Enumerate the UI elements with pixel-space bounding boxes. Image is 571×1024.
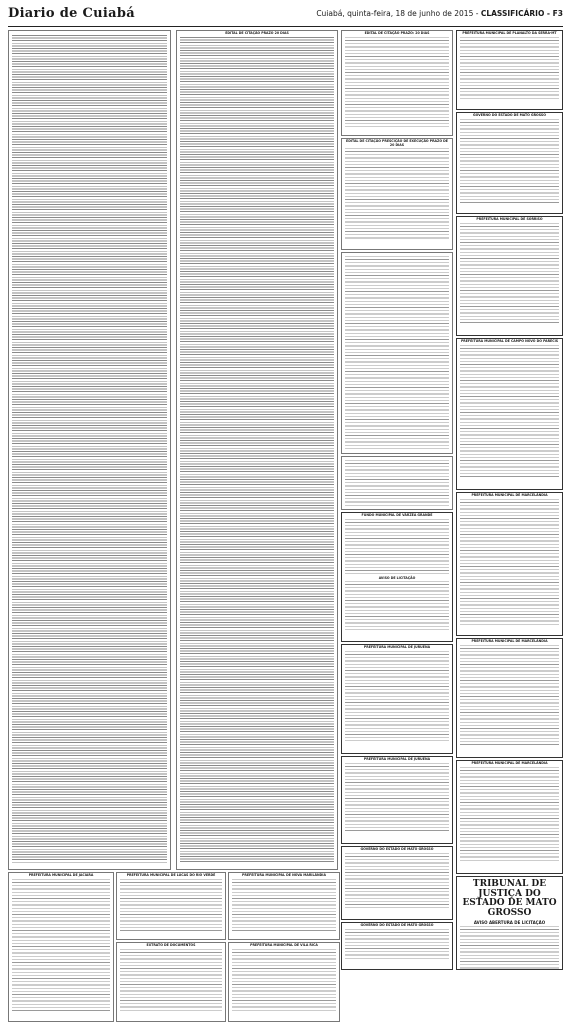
notice-body-text	[460, 645, 559, 747]
notice-col3-a	[341, 30, 453, 136]
notice-title: EDITAL DE CITAÇÃO PRAZO 20 DIAS	[225, 31, 289, 35]
header-date: Cuiabá, quinta-feira, 18 de junho de 2015 -	[316, 9, 481, 18]
notice-title: GOVERNO DO ESTADO DE MATO GROSSO	[360, 923, 434, 927]
notice-col4-tribunal	[456, 876, 563, 970]
notice-col4-e	[456, 492, 563, 636]
notice-body-text	[345, 256, 449, 450]
notice-long-judicial	[8, 30, 171, 870]
notice-body-text	[460, 37, 559, 99]
notice-col3-c	[341, 512, 453, 642]
notice-body-text	[345, 519, 449, 575]
notice-title: PREFEITURA MUNICIPAL DE JACIARA	[28, 873, 94, 877]
notice-edital-citacao	[176, 30, 338, 870]
notice-col4-g	[456, 760, 563, 874]
notice-body-text	[460, 223, 559, 325]
notice-body-text	[12, 879, 110, 1013]
notice-title: GOVERNO DO ESTADO DE MATO GROSSO	[473, 113, 546, 117]
notice-title: PREFEITURA MUNICIPAL DE VILA RICA	[250, 943, 318, 947]
notice-title: PREFEITURA MUNICIPAL DE JURUENA	[363, 757, 431, 761]
notice-body-text	[232, 879, 336, 931]
column-2	[176, 30, 338, 868]
notice-col3-small	[341, 456, 453, 510]
notice-title: PREFEITURA MUNICIPAL DE NOVA MARILÂNDIA	[242, 873, 326, 877]
notice-body-text	[12, 35, 167, 863]
notice-body-text	[232, 949, 336, 1013]
notice-title: PREFEITURA MUNICIPAL DE MARCELÂNDIA	[471, 639, 548, 643]
notice-col4-a	[456, 30, 563, 110]
notice-body-text	[460, 926, 559, 970]
notice-title: PREFEITURA MUNICIPAL DE PLANALTO DA SERRA-MT	[462, 31, 557, 35]
column-1	[8, 30, 171, 868]
notice-title: EDITAL DE CITAÇÃO PRESCIÇÃO DE EXECUÇÃO PRAZO DE 20 DIAS	[346, 139, 448, 147]
notice-body-text	[345, 651, 449, 741]
notice-body-text	[345, 853, 449, 909]
notice-bottom-e	[228, 942, 340, 1022]
notice-body-text	[460, 767, 559, 863]
notice-body-text	[345, 763, 449, 833]
notice-bottom-c	[228, 872, 340, 940]
notice-body-text	[460, 499, 559, 625]
notice-body-text	[460, 119, 559, 205]
notice-title: PREFEITURA MUNICIPAL DE MARCELÂNDIA	[471, 493, 548, 497]
notice-col3-plain	[341, 252, 453, 454]
notice-title: PREFEITURA MUNICIPAL DE LUCAS DO RIO VERDE	[126, 873, 216, 877]
notice-subtitle: AVISO ABERTURA DE LICITAÇÃO	[473, 920, 546, 925]
notice-bottom-a	[8, 872, 114, 1022]
notice-title: EDITAL DE CITAÇÃO PRAZO: 20 DIAS	[364, 31, 430, 35]
notice-col3-g	[341, 846, 453, 920]
notice-body-text	[345, 581, 449, 631]
notice-title: PREFEITURA MUNICIPAL DE MARCELÂNDIA	[471, 761, 548, 765]
notice-col3-b	[341, 138, 453, 250]
column-3	[341, 30, 453, 968]
notice-bottom-d	[116, 942, 226, 1022]
notice-title: PREFEITURA MUNICIPAL DE SORRISO	[476, 217, 543, 221]
notice-col4-b	[456, 112, 563, 214]
notice-body-text	[345, 460, 449, 506]
notice-body-text	[345, 148, 449, 240]
notice-body-text	[120, 879, 222, 931]
notice-col3-f	[341, 756, 453, 844]
notice-bottom-b	[116, 872, 226, 940]
notice-title: GOVERNO DO ESTADO DE MATO GROSSO	[360, 847, 434, 851]
header-date-line	[316, 9, 563, 18]
bottom-row-notices	[8, 872, 338, 1022]
notice-col4-f	[456, 638, 563, 758]
notice-title: EXTRATO DE DOCUMENTOS	[146, 943, 196, 947]
notice-body-text	[345, 929, 449, 961]
notice-body-text	[120, 949, 222, 1013]
notice-body-text	[180, 37, 334, 863]
page-header	[8, 4, 563, 27]
notice-subtitle: AVISO DE LICITAÇÃO	[378, 575, 416, 580]
notice-title: PREFEITURA MUNICIPAL DE JURUENA	[363, 645, 431, 649]
notice-col3-h	[341, 922, 453, 970]
notice-col3-e	[341, 644, 453, 754]
notice-body-text	[345, 37, 449, 127]
notice-col4-d	[456, 338, 563, 490]
notice-title: FUNDO MUNICIPAL DE VÁRZEA GRANDE	[361, 513, 433, 517]
notice-body-text	[460, 345, 559, 479]
newspaper-logo: Diario de Cuiabá	[8, 6, 135, 21]
notice-title: TRIBUNAL DE JUSTIÇA DO ESTADO DE MATO GROSSO	[462, 879, 557, 918]
column-4	[456, 30, 563, 968]
notice-title: PREFEITURA MUNICIPAL DE CAMPO NOVO DO PARECIS	[460, 339, 559, 343]
header-section: CLASSIFICÁRIO - F3	[480, 9, 563, 18]
notice-col4-c	[456, 216, 563, 336]
